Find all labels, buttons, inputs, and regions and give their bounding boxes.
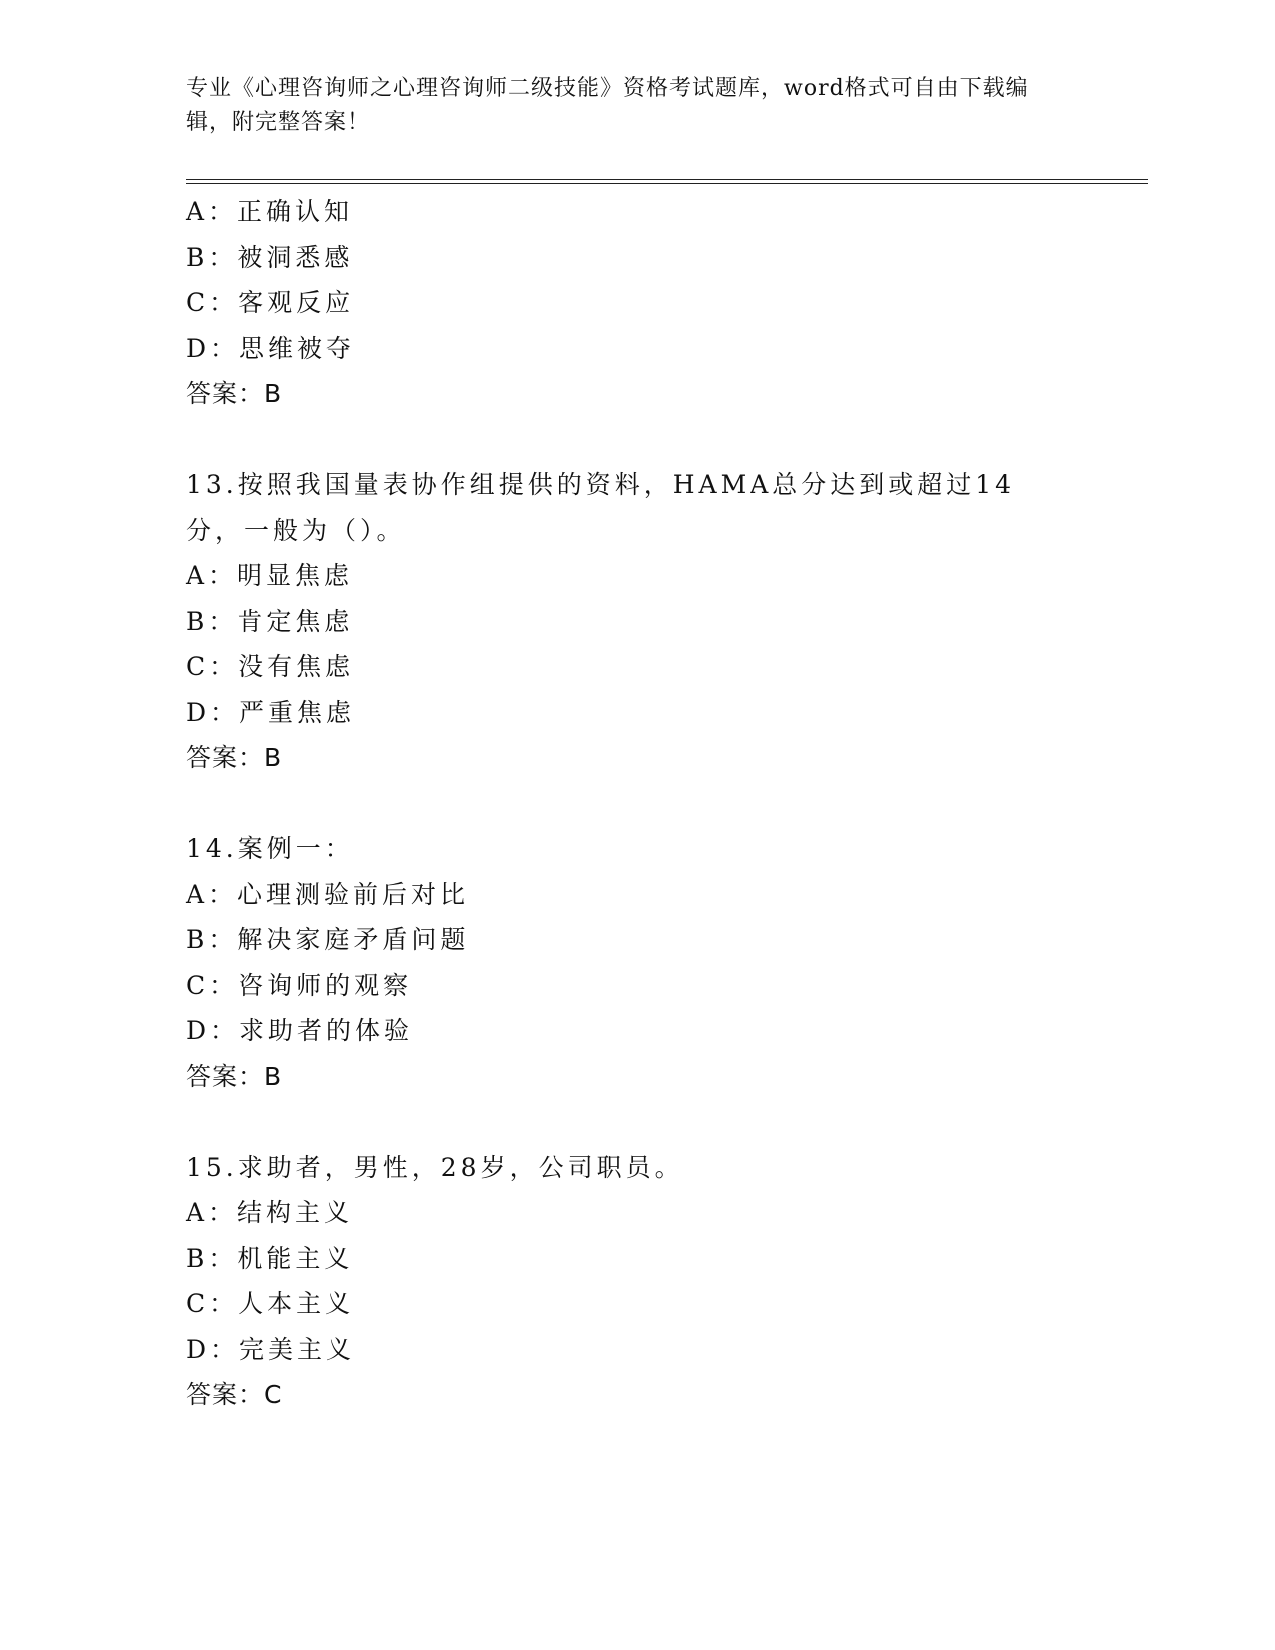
option-d: D：思维被夺 — [186, 333, 356, 363]
option-c: C：没有焦虑 — [186, 652, 355, 681]
answer-line: 答案：C — [186, 1380, 283, 1409]
option-d: D：求助者的体验 — [186, 1016, 414, 1045]
header-divider-top — [186, 179, 1148, 180]
question-list — [186, 189, 1086, 1418]
option-c: C：咨询师的观察 — [186, 970, 413, 1000]
answer-line: 答案：B — [186, 379, 283, 408]
option-c: C：人本主义 — [186, 1289, 355, 1318]
option-b: B：机能主义 — [186, 1243, 354, 1273]
answer-line: 答案：B — [186, 1061, 283, 1091]
document-header: 专业《心理咨询师之心理咨询师二级技能》资格考试题库，word格式可自由下载编辑，附完整答案！ — [186, 76, 1029, 135]
question-block-13 — [186, 462, 1086, 781]
question-text: 14.案例一： — [186, 834, 354, 863]
question-text: 13.按照我国量表协作组提供的资料，HAMA总分达到或超过14分，一般为（）。 — [186, 470, 1016, 545]
option-c: C：客观反应 — [186, 288, 355, 317]
option-a: A：结构主义 — [186, 1198, 354, 1227]
option-a: A：心理测验前后对比 — [186, 879, 470, 909]
option-d: D：严重焦虑 — [186, 697, 356, 727]
option-b: B：解决家庭矛盾问题 — [186, 925, 470, 954]
option-a: A：明显焦虑 — [186, 561, 354, 590]
question-text: 15.求助者，男性，28岁，公司职员。 — [186, 1152, 684, 1182]
option-d: D：完美主义 — [186, 1334, 356, 1364]
question-block-15 — [186, 1145, 1086, 1418]
answer-line: 答案：B — [186, 743, 283, 772]
option-a: A：正确认知 — [186, 197, 354, 226]
header-divider-bottom — [186, 183, 1148, 184]
option-b: B：被洞悉感 — [186, 242, 354, 272]
option-b: B：肯定焦虑 — [186, 606, 354, 636]
question-block-14 — [186, 826, 1086, 1099]
question-block-12 — [186, 189, 1086, 417]
